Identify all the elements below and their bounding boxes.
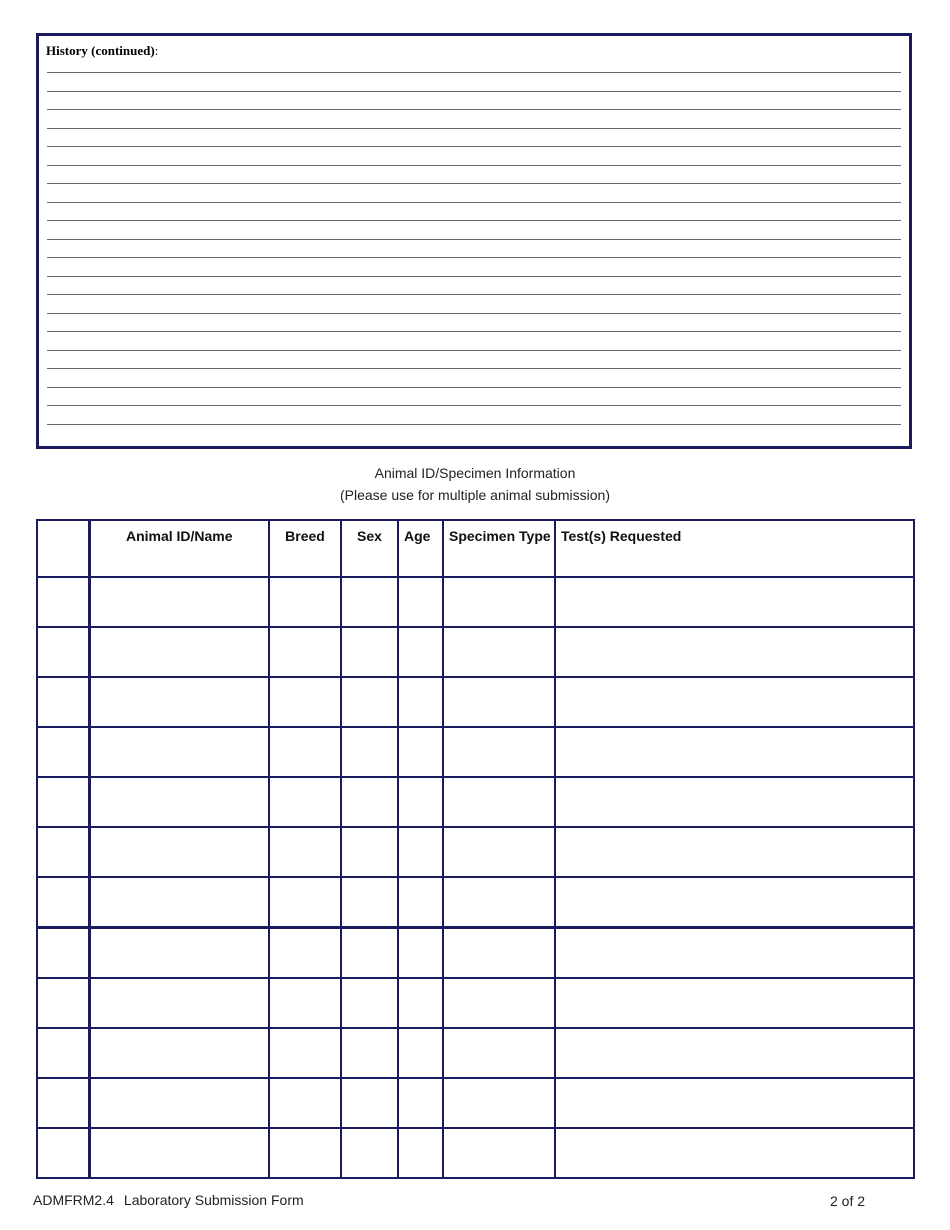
tests-requested-cell[interactable] xyxy=(555,727,914,777)
history-line[interactable] xyxy=(47,424,901,425)
age-cell[interactable] xyxy=(398,928,443,979)
specimen-type-cell[interactable] xyxy=(443,577,555,627)
tests-requested-cell[interactable] xyxy=(555,1028,914,1078)
row-number-cell xyxy=(37,827,89,877)
row-number-cell xyxy=(37,677,89,727)
animal-id-cell[interactable] xyxy=(89,827,269,877)
tests-requested-cell[interactable] xyxy=(555,1128,914,1178)
animal-id-cell[interactable] xyxy=(89,627,269,677)
animal-id-cell[interactable] xyxy=(89,727,269,777)
sex-cell[interactable] xyxy=(341,1128,398,1178)
history-label: History (continued): xyxy=(46,43,159,58)
specimen-type-cell[interactable] xyxy=(443,978,555,1028)
breed-cell[interactable] xyxy=(269,627,341,677)
tests-requested-cell[interactable] xyxy=(555,677,914,727)
table-body xyxy=(37,577,914,1178)
breed-cell[interactable] xyxy=(269,928,341,979)
history-line[interactable] xyxy=(47,239,901,240)
header-tests-requested: Test(s) Requested xyxy=(555,520,914,577)
row-number-cell xyxy=(37,1028,89,1078)
tests-requested-cell[interactable] xyxy=(555,827,914,877)
tests-requested-cell[interactable] xyxy=(555,1078,914,1128)
tests-requested-cell[interactable] xyxy=(555,577,914,627)
sex-cell[interactable] xyxy=(341,577,398,627)
history-line[interactable] xyxy=(47,387,901,388)
specimen-type-cell[interactable] xyxy=(443,827,555,877)
table-row xyxy=(37,1028,914,1078)
specimen-table xyxy=(36,519,915,1179)
specimen-type-cell[interactable] xyxy=(443,677,555,727)
specimen-type-cell[interactable] xyxy=(443,1028,555,1078)
table-row xyxy=(37,877,914,928)
history-line[interactable] xyxy=(47,405,901,406)
tests-requested-cell[interactable] xyxy=(555,978,914,1028)
specimen-type-cell[interactable] xyxy=(443,727,555,777)
history-line[interactable] xyxy=(47,91,901,92)
table-header-row xyxy=(37,520,914,577)
header-age: Age xyxy=(398,520,443,577)
sex-cell[interactable] xyxy=(341,627,398,677)
specimen-type-cell[interactable] xyxy=(443,877,555,928)
breed-cell[interactable] xyxy=(269,677,341,727)
breed-cell[interactable] xyxy=(269,577,341,627)
breed-cell[interactable] xyxy=(269,727,341,777)
age-cell[interactable] xyxy=(398,627,443,677)
tests-requested-cell[interactable] xyxy=(555,777,914,827)
history-line[interactable] xyxy=(47,128,901,129)
history-line[interactable] xyxy=(47,220,901,221)
header-row-number xyxy=(37,520,89,577)
row-number-cell xyxy=(37,928,89,979)
row-number-cell xyxy=(37,1078,89,1128)
breed-cell[interactable] xyxy=(269,1128,341,1178)
breed-cell[interactable] xyxy=(269,978,341,1028)
table-row xyxy=(37,677,914,727)
age-cell[interactable] xyxy=(398,978,443,1028)
history-line[interactable] xyxy=(47,146,901,147)
row-number-cell xyxy=(37,727,89,777)
age-cell[interactable] xyxy=(398,827,443,877)
age-cell[interactable] xyxy=(398,1078,443,1128)
history-line[interactable] xyxy=(47,350,901,351)
tests-requested-cell[interactable] xyxy=(555,877,914,928)
header-sex: Sex xyxy=(341,520,398,577)
table-row xyxy=(37,928,914,979)
animal-id-cell[interactable] xyxy=(89,577,269,627)
sex-cell[interactable] xyxy=(341,1078,398,1128)
breed-cell[interactable] xyxy=(269,1028,341,1078)
history-line[interactable] xyxy=(47,109,901,110)
row-number-cell xyxy=(37,877,89,928)
table-row xyxy=(37,1128,914,1178)
header-animal-id: Animal ID/Name xyxy=(89,520,269,577)
sex-cell[interactable] xyxy=(341,928,398,979)
breed-cell[interactable] xyxy=(269,1078,341,1128)
specimen-type-cell[interactable] xyxy=(443,1078,555,1128)
section-subtitle: (Please use for multiple animal submission) xyxy=(340,487,610,503)
breed-cell[interactable] xyxy=(269,777,341,827)
table-row xyxy=(37,978,914,1028)
sex-cell[interactable] xyxy=(341,877,398,928)
history-line[interactable] xyxy=(47,257,901,258)
age-cell[interactable] xyxy=(398,1028,443,1078)
history-line[interactable] xyxy=(47,183,901,184)
history-line[interactable] xyxy=(47,165,901,166)
sex-cell[interactable] xyxy=(341,777,398,827)
table-row xyxy=(37,577,914,627)
specimen-type-cell[interactable] xyxy=(443,777,555,827)
sex-cell[interactable] xyxy=(341,677,398,727)
specimen-type-cell[interactable] xyxy=(443,627,555,677)
age-cell[interactable] xyxy=(398,877,443,928)
animal-id-cell[interactable] xyxy=(89,1078,269,1128)
sex-cell[interactable] xyxy=(341,727,398,777)
animal-id-cell[interactable] xyxy=(89,928,269,979)
age-cell[interactable] xyxy=(398,677,443,727)
history-line[interactable] xyxy=(47,368,901,369)
history-box xyxy=(36,33,912,449)
section-title: Animal ID/Specimen Information xyxy=(374,465,576,481)
row-number-cell xyxy=(37,627,89,677)
tests-requested-cell[interactable] xyxy=(555,928,914,979)
table-row xyxy=(37,777,914,827)
form-name: Laboratory Submission Form xyxy=(123,1192,304,1208)
animal-id-cell[interactable] xyxy=(89,1128,269,1178)
history-line[interactable] xyxy=(47,313,901,314)
table-row xyxy=(37,727,914,777)
history-line[interactable] xyxy=(47,202,901,203)
animal-id-cell[interactable] xyxy=(89,777,269,827)
tests-requested-cell[interactable] xyxy=(555,627,914,677)
sex-cell[interactable] xyxy=(341,827,398,877)
table-row xyxy=(37,827,914,877)
row-number-cell xyxy=(37,1128,89,1178)
breed-cell[interactable] xyxy=(269,877,341,928)
age-cell[interactable] xyxy=(398,727,443,777)
specimen-type-cell[interactable] xyxy=(443,928,555,979)
table-row xyxy=(37,627,914,677)
age-cell[interactable] xyxy=(398,577,443,627)
header-breed: Breed xyxy=(269,520,341,577)
specimen-type-cell[interactable] xyxy=(443,1128,555,1178)
animal-id-cell[interactable] xyxy=(89,1028,269,1078)
age-cell[interactable] xyxy=(398,1128,443,1178)
sex-cell[interactable] xyxy=(341,1028,398,1078)
footer-form-id xyxy=(33,1192,304,1208)
animal-id-cell[interactable] xyxy=(89,877,269,928)
row-number-cell xyxy=(37,978,89,1028)
breed-cell[interactable] xyxy=(269,827,341,877)
history-line[interactable] xyxy=(47,276,901,277)
history-line[interactable] xyxy=(47,331,901,332)
header-specimen-type: Specimen Type xyxy=(443,520,555,577)
page-number: 2 of 2 xyxy=(830,1193,866,1209)
table-row xyxy=(37,1078,914,1128)
row-number-cell xyxy=(37,577,89,627)
animal-id-cell[interactable] xyxy=(89,677,269,727)
row-number-cell xyxy=(37,777,89,827)
sex-cell[interactable] xyxy=(341,978,398,1028)
history-line[interactable] xyxy=(47,294,901,295)
age-cell[interactable] xyxy=(398,777,443,827)
history-line[interactable] xyxy=(47,72,901,73)
animal-id-cell[interactable] xyxy=(89,978,269,1028)
form-code: ADMFRM2.4 xyxy=(33,1192,114,1208)
